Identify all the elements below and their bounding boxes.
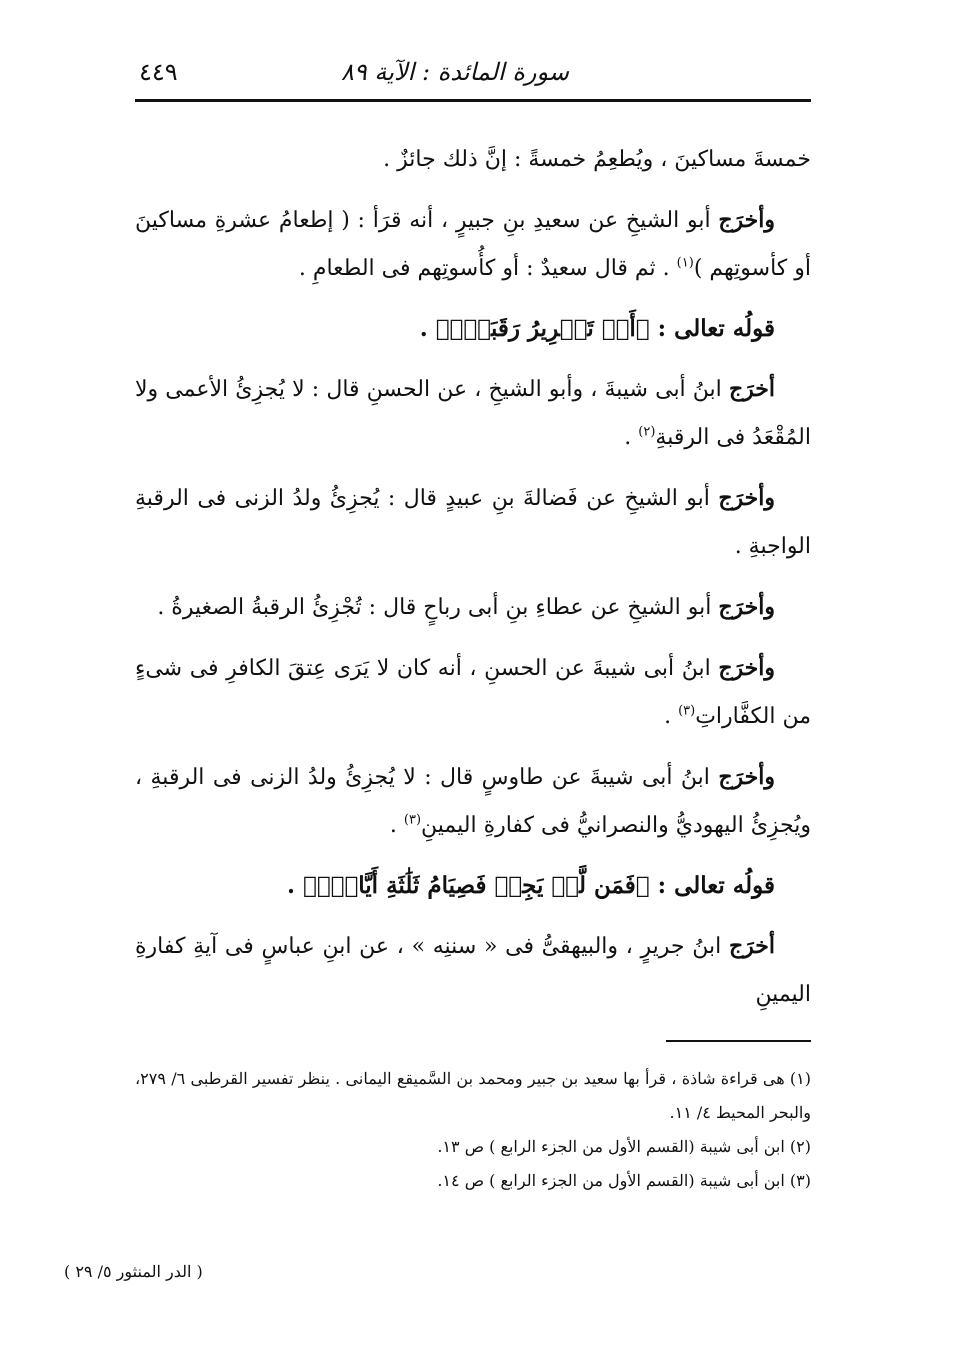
footnote-ref: (٣) xyxy=(678,703,696,719)
paragraph xyxy=(135,365,811,462)
page-header xyxy=(135,52,811,98)
paragraph-text: ابنُ أبى شيبةَ عن الحسنِ ، أنه كان لا يَرَى عِتقَ الكافرِ فى شىءٍ من الكفَّاراتِ xyxy=(135,656,811,729)
paragraph-lead: وأخرَج xyxy=(718,594,775,620)
footnote: (٢) ابن أبى شيبة (القسم الأول من الجزء الرابع ) ص ١٣. xyxy=(437,1137,811,1156)
page-number: ٤٤٩ xyxy=(139,58,178,86)
paragraph-lead: وأخرَج xyxy=(718,764,775,790)
footnote-ref: (١) xyxy=(676,255,694,271)
paragraph xyxy=(135,196,811,293)
paragraph xyxy=(135,644,811,741)
paragraph-lead: أخرَج xyxy=(728,933,775,959)
paragraph-tail: . ثم قال سعيدٌ : أو كأُسوتِهم فى الطعامِ . xyxy=(298,256,677,281)
paragraph-text: أبو الشيخِ عن عطاءِ بنِ أبى رباحٍ قال : تُجْزِئُ الرقبةُ الصغيرةُ . xyxy=(157,595,719,620)
paragraph-tail: . xyxy=(664,704,679,729)
footnote: (٣) ابن أبى شيبة (القسم الأول من الجزء الرابع ) ص ١٤. xyxy=(437,1171,811,1190)
paragraph-text: أبو الشيخِ عن سعيدِ بنِ جبيرٍ ، أنه قرَأ : ( إطعامُ عشرةِ مساكينَ أو كأسوتِهم ) xyxy=(135,208,811,281)
paragraph xyxy=(135,922,811,1019)
paragraph-lead: وأخرَج xyxy=(718,485,775,511)
verse-heading-text: قولُه تعالى : ﴿أَوۡ تَحۡرِيرُ رَقَبَةٍۖ﴾ . xyxy=(419,315,775,342)
verse-heading xyxy=(135,305,811,353)
main-text xyxy=(135,136,811,1031)
footnote-ref: (٣) xyxy=(403,812,422,828)
paragraph-lead: وأخرَج xyxy=(718,655,775,681)
paragraph-text: خمسةَ مساكينَ ، ويُطعِمُ خمسةً : إنَّ ذلك جائزٌ . xyxy=(383,147,811,172)
footnote: (١) هى قراءة شاذة ، قرأ بها سعيد بن جبير ومحمد بن السَّميقع اليمانى . ينظر تفسير القرطبى ٦/ ٢٧٩، والبحر المحيط ٤/ ١١. xyxy=(135,1069,811,1122)
paragraph xyxy=(135,583,811,632)
paragraph-lead: وأخرَج xyxy=(718,207,775,233)
running-title: سورة المائدة : الآية ٨٩ xyxy=(341,58,569,86)
header-divider xyxy=(135,99,811,102)
footnotes xyxy=(135,1062,811,1198)
verse-heading-text: قولُه تعالى : ﴿فَمَن لَّمۡ يَجِدۡ فَصِيَامُ ثَلَٰثَةِ أَيَّامٖۚ﴾ . xyxy=(287,872,775,899)
paragraph-text: ابنُ أبى شيبةَ عن طاوسٍ قال : لا يُجزِئُ ولدُ الزنى فى الرقبةِ ، ويُجزِئُ اليهوديُّ والنصرانيُّ فى كفارةِ اليمينِ xyxy=(135,765,811,838)
paragraph-text: ابنُ أبى شيبةَ ، وأبو الشيخِ ، عن الحسنِ قال : لا يُجزِئُ الأعمى ولا المُقْعَدُ فى الرقبةِ xyxy=(135,377,811,450)
verse-heading xyxy=(135,862,811,910)
footnote-divider xyxy=(666,1040,811,1042)
footnote-ref: (٢) xyxy=(638,424,656,440)
paragraph-text: أبو الشيخِ عن فَضالةَ بنِ عبيدٍ قال : يُجزِئُ ولدُ الزنى فى الرقبةِ الواجبةِ . xyxy=(135,486,811,559)
paragraph xyxy=(135,136,811,184)
paragraph-tail: . xyxy=(624,425,639,450)
paragraph xyxy=(135,474,811,571)
paragraph-text: ابنُ جريرٍ ، والبيهقىُّ فى « سننِه » ، عن ابنِ عباسٍ فى آيةِ كفارةِ اليمينِ xyxy=(135,934,811,1007)
source-signature: ( الدر المنثور ٥/ ٢٩ ) xyxy=(64,1262,203,1281)
paragraph-lead: أخرَج xyxy=(728,376,775,402)
paragraph xyxy=(135,753,811,850)
paragraph-tail: . xyxy=(389,813,404,838)
